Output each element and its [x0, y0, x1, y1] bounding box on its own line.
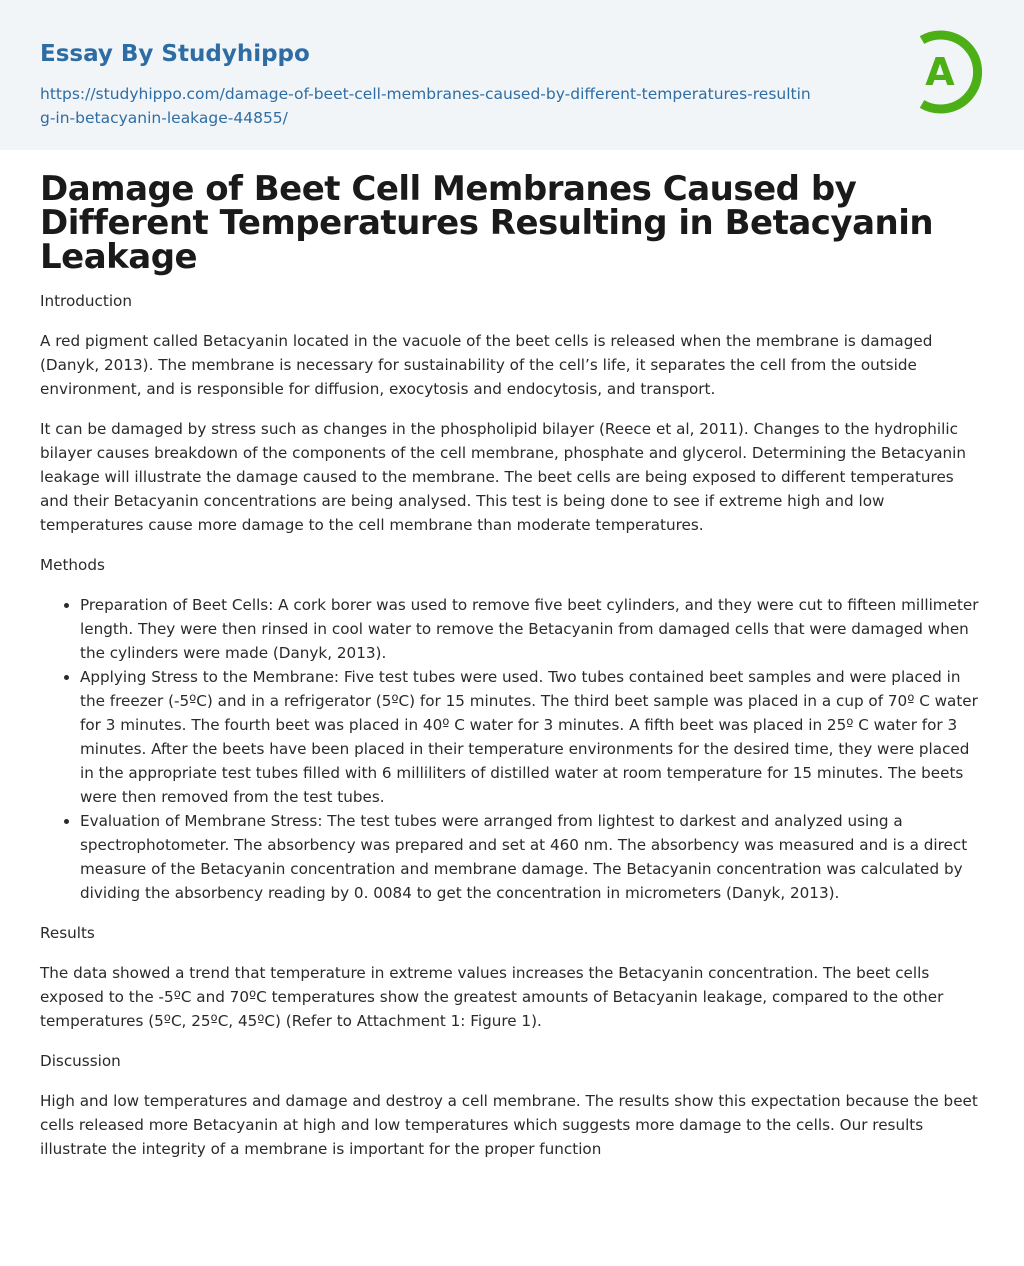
intro-paragraph-1: A red pigment called Betacyanin located in the vacuole of the beet cells is released when the membrane is damaged (Danyk, 2013). The membrane is necessary for sustainability of the cell’s life, it separates the cell from the outside environment, and is responsible for diffusion, exocytosis and endocytosis, and transport.: [40, 332, 933, 398]
methods-list-item: • Evaluation of Membrane Stress: The test tubes were arranged from lightest to darkest and analyzed using a spectrophotometer. The absorbency was prepared and set at 460 nm. The absorbency was measured and is a direct measure of the Betacyanin concentration and membrane damage. The Betacyanin concentration was calculated by dividing the absorbency reading by 0. 0084 to get the concentration in micrometers (Danyk, 2013).: [80, 809, 986, 905]
site-brand[interactable]: Essay By Studyhippo: [40, 41, 310, 67]
studyhippo-logo-icon[interactable]: [908, 28, 988, 116]
discussion-heading: Discussion: [40, 1052, 121, 1070]
logo-letter: A: [925, 50, 955, 94]
intro-paragraph-2: It can be damaged by stress such as changes in the phospholipid bilayer (Reece et al, 2011). Changes to the hydrophilic bilayer causes breakdown of the components of the cell membrane, phosphate and glycerol. Determining the Betacyanin leakage will illustrate the damage caused to the membrane. The beet cells are being exposed to different temperatures and their Betacyanin concentrations are being analysed. This test is being done to see if extreme high and low temperatures cause more damage to the cell membrane than moderate temperatures.: [40, 420, 967, 534]
discussion-paragraph: High and low temperatures and damage and destroy a cell membrane. The results show this expectation because the beet cells released more Betacyanin at high and low temperatures which suggests more damage to the cells. Our results illustrate the integrity of a membrane is important for the proper function: [40, 1092, 978, 1158]
results-heading: Results: [40, 924, 95, 942]
methods-list-item: • Applying Stress to the Membrane: Five test tubes were used. Two tubes contained beet samples and were placed in the freezer (-5ºC) and in a refrigerator (5ºC) for 15 minutes. The third beet sample was placed in a cup of 70º C water for 3 minutes. The fourth beet was placed in 40º C water for 3 minutes. A fifth beet was placed in 25º C water for 3 minutes. After the beets have been placed in their temperature environments for the desired time, they were placed in the appropriate test tubes filled with 6 milliliters of distilled water at room temperature for 15 minutes. The beets were then removed from the test tubes.: [80, 665, 986, 809]
results-paragraph: The data showed a trend that temperature in extreme values increases the Betacyanin concentration. The beet cells exposed to the -5ºC and 70ºC temperatures show the greatest amounts of Betacyanin leakage, compared to the other temperatures (5ºC, 25ºC, 45ºC) (Refer to Attachment 1: Figure 1).: [40, 964, 944, 1030]
site-header: [0, 0, 1024, 150]
methods-heading: Methods: [40, 556, 105, 574]
methods-list-item: • Preparation of Beet Cells: A cork borer was used to remove five beet cylinders, and they were cut to fifteen millimeter length. They were then rinsed in cool water to remove the Betacyanin from damaged cells that were damaged when the cylinders were made (Danyk, 2013).: [80, 593, 986, 665]
essay-body: [40, 289, 986, 1177]
introduction-heading: Introduction: [40, 292, 132, 310]
methods-list: [40, 593, 986, 905]
essay-title: Damage of Beet Cell Membranes Caused by Different Temperatures Resulting in Betacyanin Leakage: [40, 169, 934, 277]
essay-url-link[interactable]: https://studyhippo.com/damage-of-beet-cell-membranes-caused-by-different-temperatures-resulting-in-betacyanin-leakage-44855/: [40, 85, 811, 127]
